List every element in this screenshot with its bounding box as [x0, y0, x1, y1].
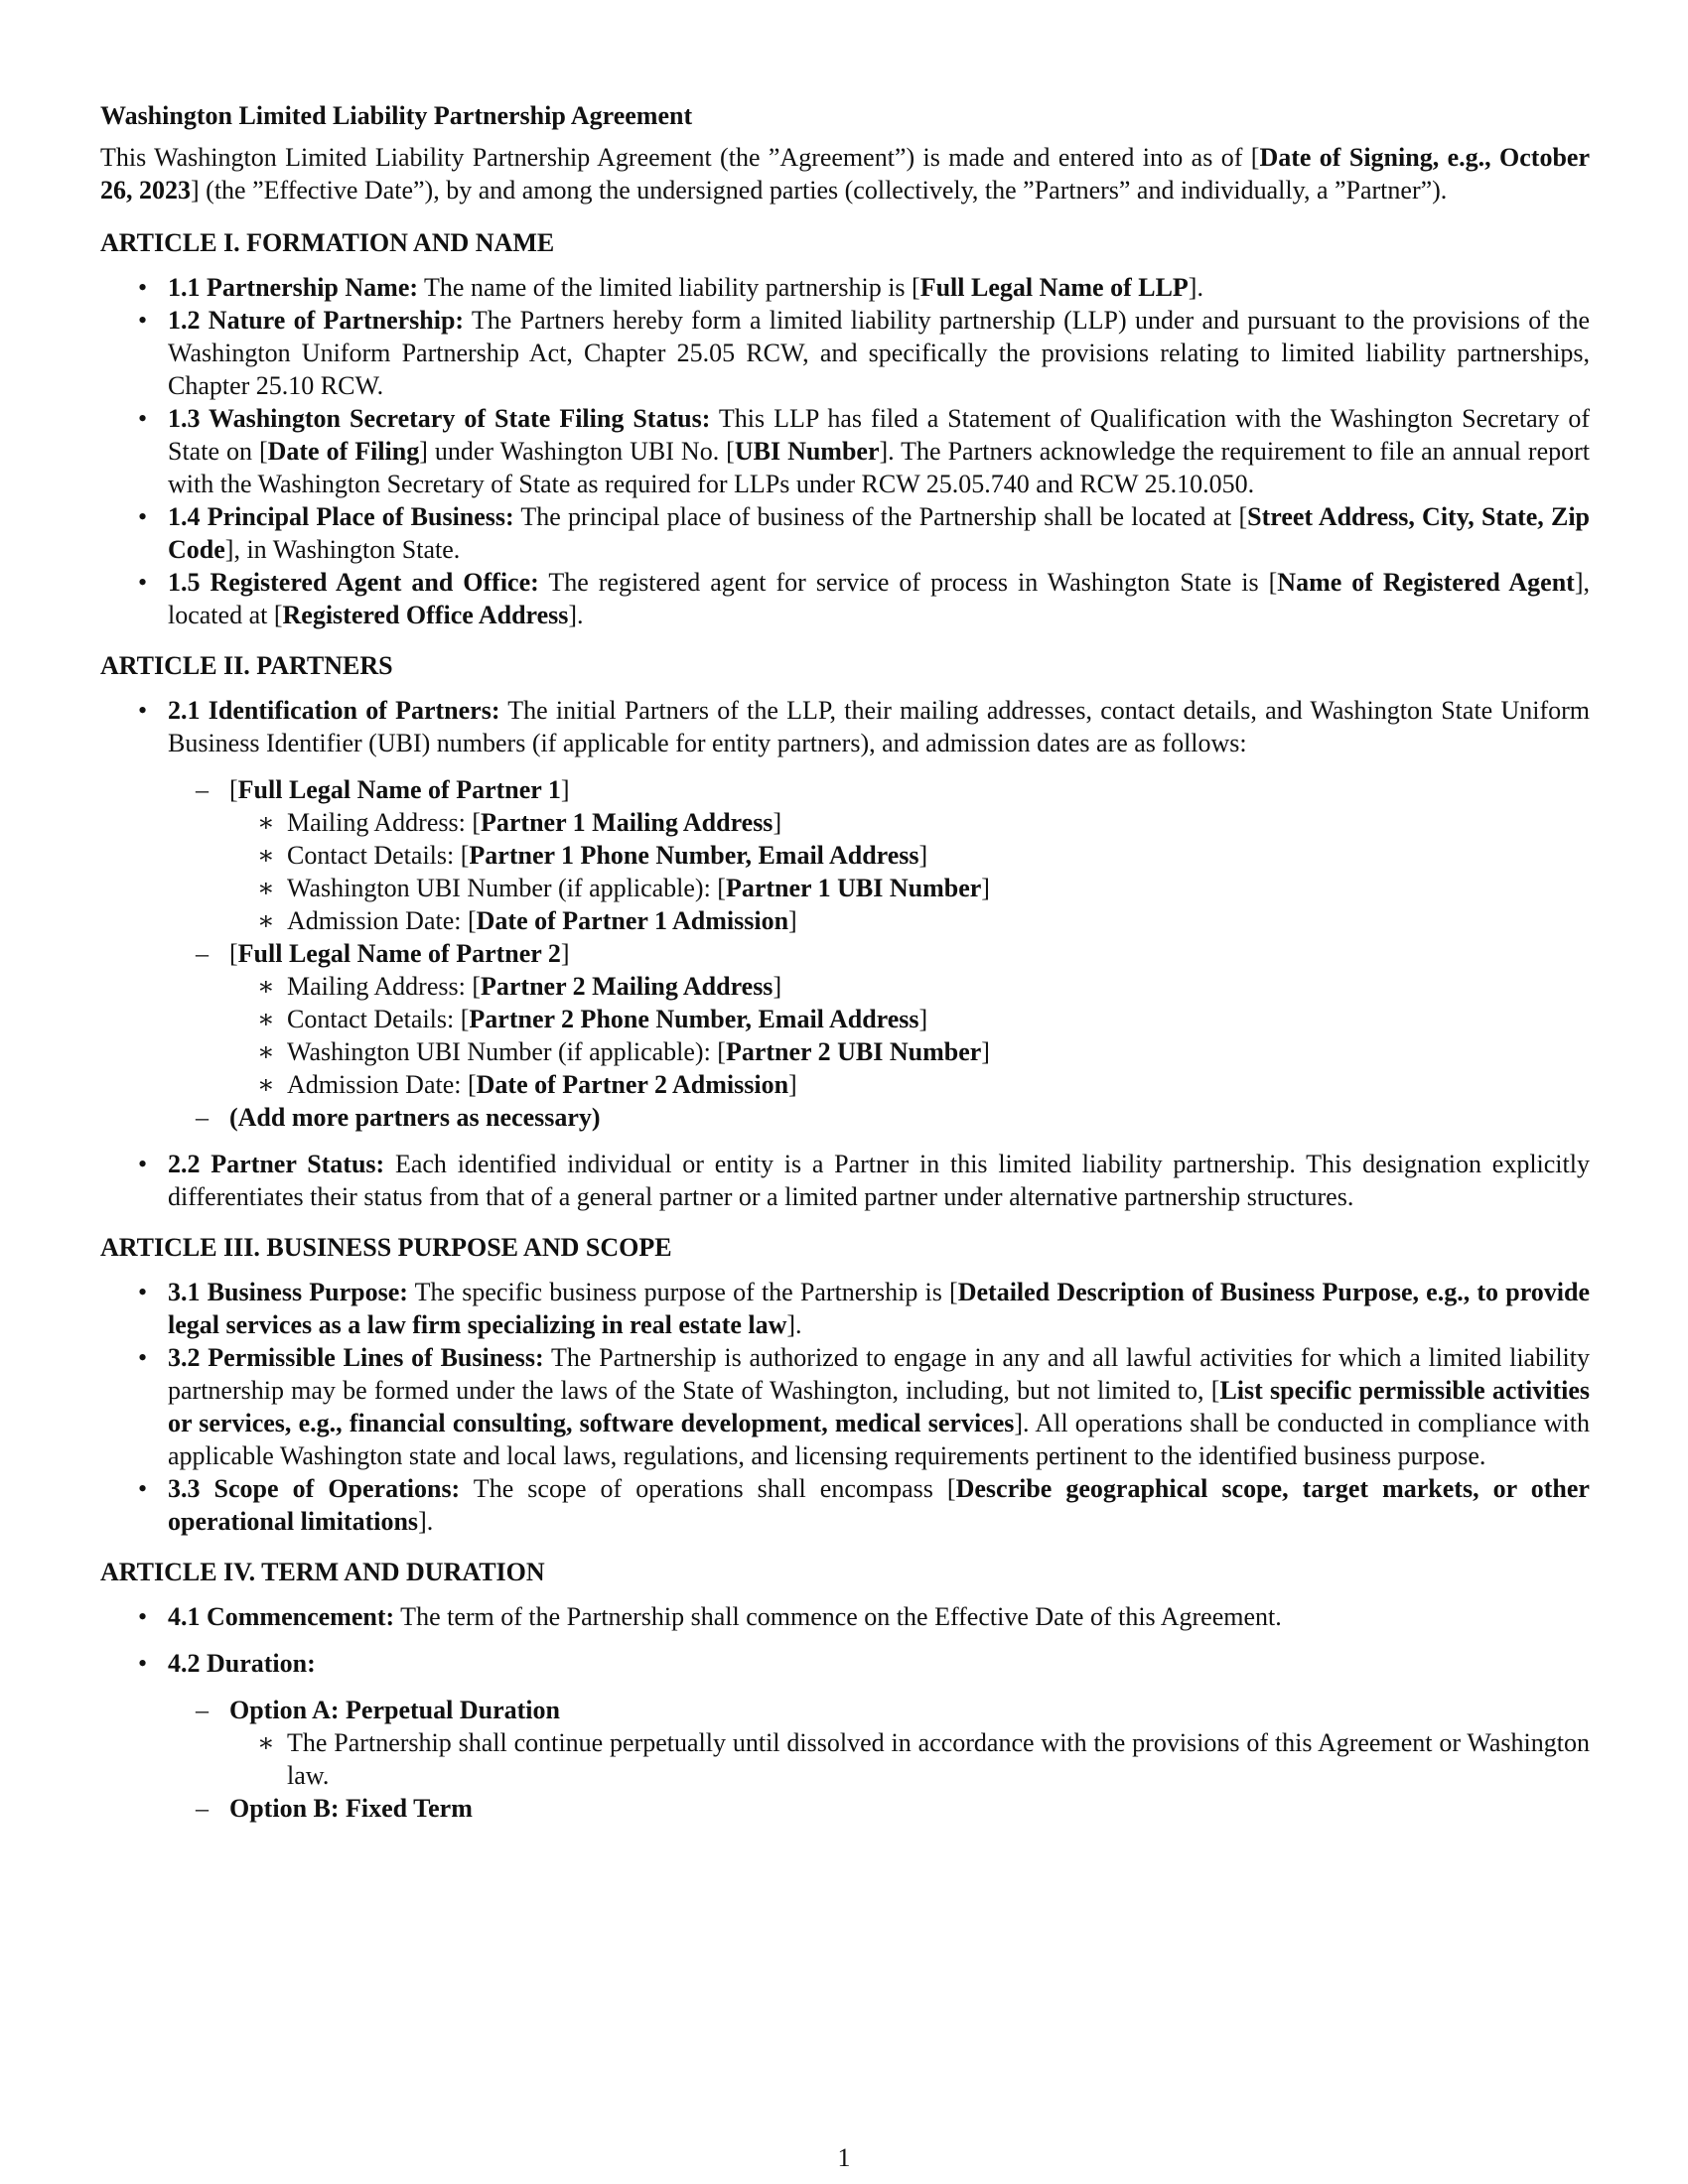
partner-1-mailing: ∗ Mailing Address: [Partner 1 Mailing Address]	[257, 808, 782, 837]
section-1-2: • 1.2 Nature of Partnership: The Partners hereby form a limited liability partnership (LLP) under and pursuant to the provisions of the Washington Uniform Partnership Act, Chapter 25.05 RCW, and specifically the provisions relating to limited liability partnerships, Chapter 25.10 RCW.	[138, 306, 1591, 400]
intro-paragraph: This Washington Limited Liability Partnership Agreement (the ”Agreement”) is made and entered into as of [Date of Signing, e.g., October 26, 2023] (the ”Effective Date”), by and among the undersigned parties (collectively, the ”Partners” and individually, a ”Partner”).	[100, 143, 1590, 205]
section-3-1: • 3.1 Business Purpose: The specific business purpose of the Partnership is [Detailed Description of Business Purpose, e.g., to provide legal services as a law firm specializing in real estate law].	[138, 1278, 1591, 1339]
article-4-list	[100, 1600, 1590, 1825]
asterisk-icon: ∗	[257, 906, 275, 935]
asterisk-icon: ∗	[257, 972, 275, 1001]
document-title: Washington Limited Liability Partnership Agreement	[100, 101, 693, 130]
dash-icon: –	[196, 1794, 209, 1823]
section-3-3: • 3.3 Scope of Operations: The scope of operations shall encompass [Describe geographical scope, target markets, or other operational limitations].	[138, 1474, 1590, 1536]
article-4-heading: ARTICLE IV. TERM AND DURATION	[100, 1558, 545, 1586]
section-4-1: • 4.1 Commencement: The term of the Partnership shall commence on the Effective Date of this Agreement.	[138, 1602, 1282, 1631]
section-1-3: • 1.3 Washington Secretary of State Filing Status: This LLP has filed a Statement of Qualification with the Washington Secretary of State on [Date of Filing] under Washington UBI No. [UBI Number]. The Partners acknowledge the requirement to file an annual report with the Washington Secretary of State as required for LLPs under RCW 25.05.740 and RCW 25.10.050.	[138, 404, 1590, 498]
dash-icon: –	[196, 1696, 209, 1724]
partner-2: – [Full Legal Name of Partner 2] ∗ Mailing Address: [Partner 2 Mailing Address] ∗ Contact Details: [Partner 2 Phone Number, Email Address] ∗ Washington UBI Number (if applicable): [Partner 2 UBI Number] ∗ Admission Date: [Date of Partner 2 Admission]	[168, 937, 1590, 1101]
article-3-heading: ARTICLE III. BUSINESS PURPOSE AND SCOPE	[100, 1233, 672, 1262]
dash-icon: –	[196, 1103, 209, 1132]
asterisk-icon: ∗	[257, 1728, 275, 1757]
section-4-2: • 4.2 Duration: – Option A: Perpetual Duration ∗ The Partnership shall continue perpetually until dissolved in accordance with the provisions of this Agreement or Washington law. – Option B: Fixed Term	[138, 1649, 1590, 1823]
partner-2-mailing: ∗ Mailing Address: [Partner 2 Mailing Address]	[257, 972, 782, 1001]
partner-1: – [Full Legal Name of Partner 1] ∗ Mailing Address: [Partner 1 Mailing Address] ∗ Contact Details: [Partner 1 Phone Number, Email Address] ∗ Washington UBI Number (if applicable): [Partner 1 UBI Number] ∗ Admission Date: [Date of Partner 1 Admission]	[168, 773, 1590, 937]
partner-list	[168, 773, 1590, 1134]
partner-1-contact: ∗ Contact Details: [Partner 1 Phone Number, Email Address]	[257, 841, 928, 870]
partner-2-contact: ∗ Contact Details: [Partner 2 Phone Number, Email Address]	[257, 1005, 928, 1033]
section-1-1: • 1.1 Partnership Name: The name of the limited liability partnership is [Full Legal Name of LLP].	[138, 273, 1203, 302]
article-2-heading: ARTICLE II. PARTNERS	[100, 651, 393, 680]
asterisk-icon: ∗	[257, 1070, 275, 1099]
partner-1-details	[229, 806, 1590, 937]
bullet-icon: •	[138, 1474, 148, 1503]
dash-icon: –	[196, 939, 209, 968]
asterisk-icon: ∗	[257, 874, 275, 902]
asterisk-icon: ∗	[257, 1005, 275, 1033]
dash-icon: –	[196, 775, 209, 804]
partner-1-ubi: ∗ Washington UBI Number (if applicable): [Partner 1 UBI Number]	[257, 874, 990, 902]
asterisk-icon: ∗	[257, 1037, 275, 1066]
partner-2-admission: ∗ Admission Date: [Date of Partner 2 Admission]	[257, 1070, 797, 1099]
bullet-icon: •	[138, 306, 148, 335]
add-more-partners: – (Add more partners as necessary)	[196, 1103, 601, 1132]
article-3-list	[100, 1276, 1590, 1538]
option-a-details	[229, 1726, 1590, 1792]
document-page	[100, 99, 1590, 1843]
bullet-icon: •	[138, 273, 148, 302]
partner-2-details	[229, 970, 1590, 1101]
bullet-icon: •	[138, 696, 148, 725]
bullet-icon: •	[138, 1602, 148, 1631]
article-1-list	[100, 271, 1590, 631]
section-3-2: • 3.2 Permissible Lines of Business: The Partnership is authorized to engage in any and all lawful activities for which a limited liability partnership may be formed under the laws of the State of Washington, including, but not limited to, [List specific permissible activities or services, e.g., financial consulting, software development, medical services]. All operations shall be conducted in compliance with applicable Washington state and local laws, regulations, and licensing requirements pertinent to the identified business purpose.	[138, 1343, 1591, 1470]
bullet-icon: •	[138, 1150, 148, 1178]
duration-options	[168, 1694, 1590, 1825]
section-1-5: • 1.5 Registered Agent and Office: The registered agent for service of process in Washington State is [Name of Registered Agent], located at [Registered Office Address].	[138, 568, 1590, 629]
partner-2-ubi: ∗ Washington UBI Number (if applicable): [Partner 2 UBI Number]	[257, 1037, 990, 1066]
bullet-icon: •	[138, 1278, 148, 1306]
bullet-icon: •	[138, 502, 148, 531]
option-a-text: ∗ The Partnership shall continue perpetually until dissolved in accordance with the provisions of this Agreement or Washington law.	[257, 1728, 1590, 1790]
bullet-icon: •	[138, 568, 148, 597]
bullet-icon: •	[138, 1649, 148, 1678]
partner-1-admission: ∗ Admission Date: [Date of Partner 1 Admission]	[257, 906, 797, 935]
asterisk-icon: ∗	[257, 841, 275, 870]
bullet-icon: •	[138, 404, 148, 433]
section-2-1: • 2.1 Identification of Partners: The initial Partners of the LLP, their mailing addresses, contact details, and Washington State Uniform Business Identifier (UBI) numbers (if applicable for entity partners), and admission dates are as follows: – [Full Legal Name of Partner 1] ∗ Mailing Address: [Partner 1 Mailing Address] ∗ Contact Details: [Partner 1 Phone Number, Email Address] ∗ Washington UBI Number (if applicable): [Partner 1 UBI Number] ∗ Admission Date: [Date of Partner 1 Admission] – [Full Legal Name of Partner 2] ∗ Mailing Address: [Partner 2 Mailing Address] ∗ Contact Details: [Partner 2 Phone Number, Email Address] ∗ Washington UBI Number (if applicable): [Partner 2 UBI Number] ∗ Admission Date: [Date of Partner 2 Admission] – (Add more partners as necessary)	[138, 696, 1590, 1132]
option-a: – Option A: Perpetual Duration ∗ The Partnership shall continue perpetually until dissolved in accordance with the provisions of this Agreement or Washington law.	[196, 1696, 1590, 1790]
effective-date-placeholder: Date of Signing, e.g., October 26, 2023	[100, 143, 1590, 205]
asterisk-icon: ∗	[257, 808, 275, 837]
article-1-heading: ARTICLE I. FORMATION AND NAME	[100, 228, 555, 257]
section-1-4: • 1.4 Principal Place of Business: The principal place of business of the Partnership shall be located at [Street Address, City, State, Zip Code], in Washington State.	[138, 502, 1591, 564]
section-2-2: • 2.2 Partner Status: Each identified individual or entity is a Partner in this limited liability partnership. This designation explicitly differentiates their status from that of a general partner or a limited partner under alternative partnership structures.	[138, 1150, 1590, 1211]
page-number: 1	[837, 2143, 851, 2172]
bullet-icon: •	[138, 1343, 148, 1372]
article-2-list	[100, 694, 1590, 1213]
option-b: – Option B: Fixed Term	[196, 1794, 473, 1823]
